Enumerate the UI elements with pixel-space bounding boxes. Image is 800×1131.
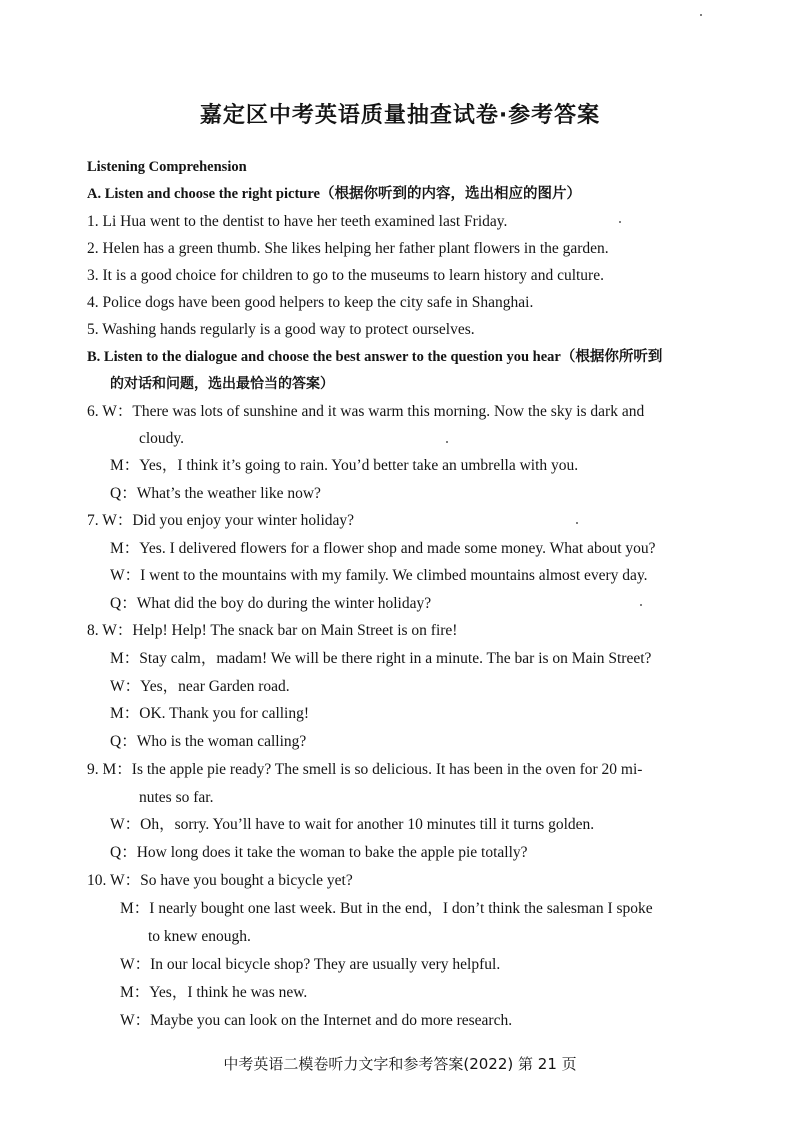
text-line: M：OK. Thank you for calling! — [110, 705, 310, 722]
text-line: M：Yes，I think he was new. — [120, 984, 308, 1001]
text-line: 7. W：Did you enjoy your winter holiday? — [87, 512, 355, 529]
text-line: B. Listen to the dialogue and choose the best answer to the question you hear（根据你所听到 — [87, 349, 663, 365]
page-footer: 中考英语二模卷听力文字和参考答案(2022) 第 21 页 — [223, 1055, 577, 1073]
text-line: W：Oh，sorry. You’ll have to wait for another 10 minutes till it turns golden. — [110, 816, 595, 833]
scan-speck — [619, 221, 621, 223]
scan-speck — [700, 14, 702, 16]
text-line: 5. Washing hands regularly is a good way to protect ourselves. — [87, 321, 475, 338]
text-line: Q：What did the boy do during the winter holiday? — [110, 595, 432, 612]
text-line: Q：How long does it take the woman to bake the apple pie totally? — [110, 844, 528, 861]
text-line: Q：Who is the woman calling? — [110, 733, 307, 750]
scan-speck — [576, 522, 578, 524]
text-line: M：Stay calm，madam! We will be there right in a minute. The bar is on Main Street? — [110, 650, 652, 667]
text-line: 1. Li Hua went to the dentist to have her teeth examined last Friday. — [87, 213, 508, 230]
text-line: M：Yes. I delivered flowers for a flower shop and made some money. What about you? — [110, 540, 656, 557]
text-line: W：I went to the mountains with my family. We climbed mountains almost every day. — [110, 567, 648, 584]
text-line: cloudy. — [139, 430, 185, 447]
text-line: Q：What’s the weather like now? — [110, 485, 321, 502]
text-line: M：I nearly bought one last week. But in the end，I don’t think the salesman I spoke — [120, 900, 653, 917]
text-line: 9. M：Is the apple pie ready? The smell is so delicious. It has been in the oven for 20 mi- — [87, 761, 643, 778]
page-title: 嘉定区中考英语质量抽查试卷·参考答案 — [199, 103, 601, 128]
text-line: to knew enough. — [148, 928, 251, 945]
text-line: W：Maybe you can look on the Internet and do more research. — [120, 1012, 513, 1029]
text-line: W：Yes，near Garden road. — [110, 678, 290, 695]
text-line: 3. It is a good choice for children to go to the museums to learn history and culture. — [87, 267, 604, 284]
text-line: 6. W：There was lots of sunshine and it was warm this morning. Now the sky is dark and — [87, 403, 645, 420]
text-line: 8. W：Help! Help! The snack bar on Main Street is on fire! — [87, 622, 458, 639]
text-line: 2. Helen has a green thumb. She likes helping her father plant flowers in the garden. — [87, 240, 609, 257]
text-line: M：Yes，I think it’s going to rain. You’d better take an umbrella with you. — [110, 457, 579, 474]
text-line: 的对话和问题，选出最恰当的答案） — [110, 376, 334, 392]
scan-speck — [640, 604, 642, 606]
text-line: A. Listen and choose the right picture（根据你听到的内容，选出相应的图片） — [87, 186, 581, 202]
scan-speck — [446, 441, 448, 443]
text-line: 10. W：So have you bought a bicycle yet? — [87, 872, 353, 889]
text-line: nutes so far. — [139, 789, 214, 806]
text-line: 4. Police dogs have been good helpers to keep the city safe in Shanghai. — [87, 294, 534, 311]
text-line: Listening Comprehension — [87, 159, 247, 175]
text-line: W：In our local bicycle shop? They are usually very helpful. — [120, 956, 501, 973]
